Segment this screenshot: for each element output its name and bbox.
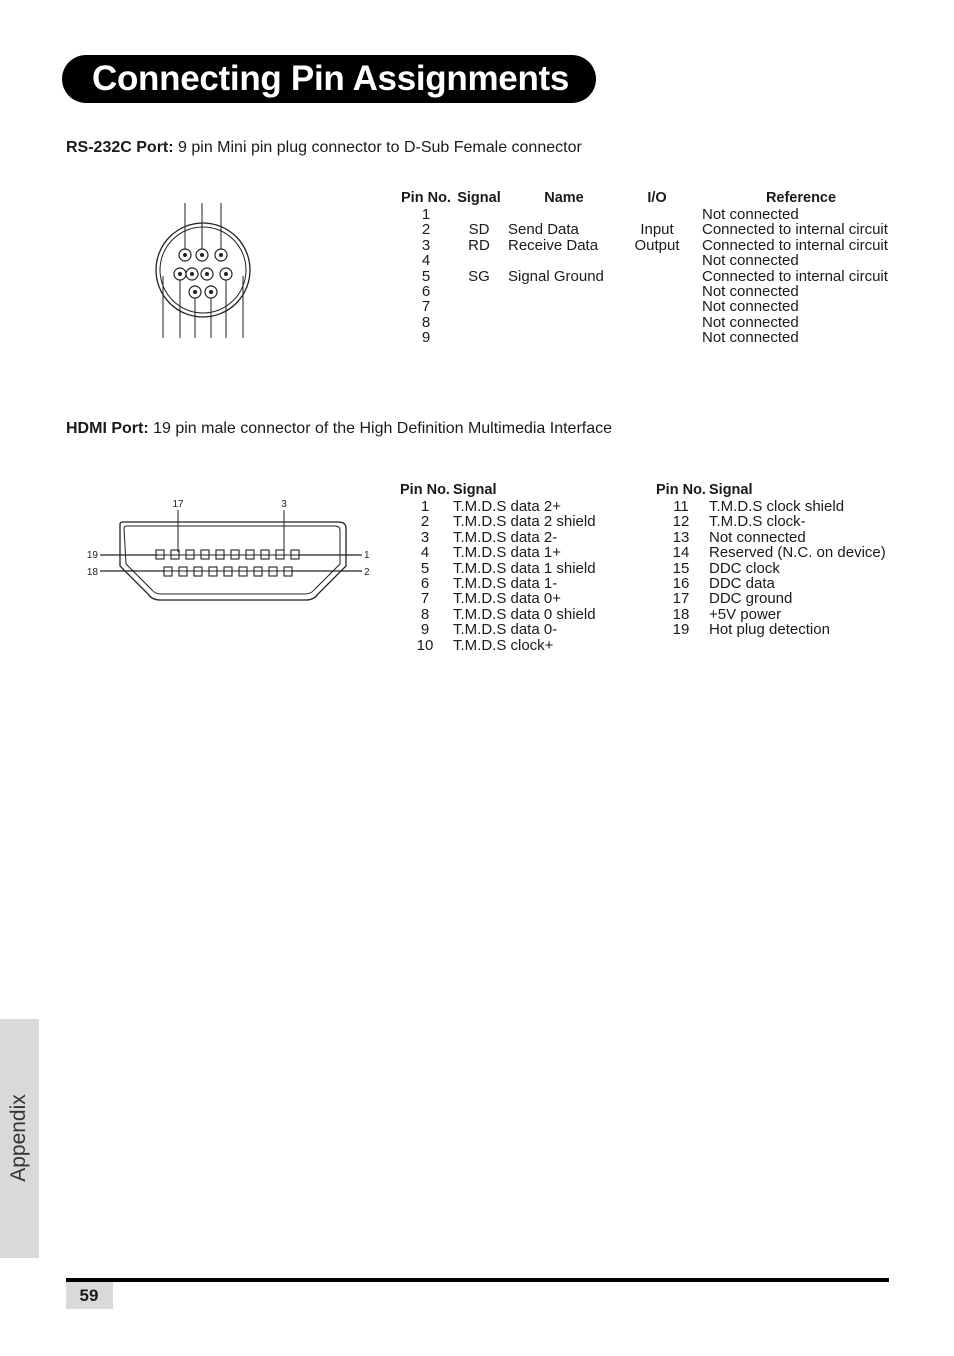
table-row: 14 Reserved (N.C. on device) xyxy=(672,544,886,562)
table-row: 10 T.M.D.S clock+ xyxy=(416,636,554,654)
table-row: 4 Not connected xyxy=(421,252,799,270)
appendix-tab-label: Appendix xyxy=(7,1094,30,1182)
table-row: 7 Not connected xyxy=(421,298,799,316)
page-number: 59 xyxy=(79,1286,99,1305)
table-row: 11 T.M.D.S clock shield xyxy=(673,498,845,515)
table-row: 9 Not connected xyxy=(421,329,799,347)
hdmi-heading-text: 19 pin male connector of the High Definition Multimedia Interface xyxy=(148,420,613,437)
hdmi-pin-table-left xyxy=(398,481,596,653)
footer-rule xyxy=(66,1278,889,1282)
hdmi-pin-table-right xyxy=(654,481,886,638)
hdmi-label-19: 19 xyxy=(86,550,98,561)
table-row: 12 T.M.D.S clock- xyxy=(672,513,806,531)
table-row: 18 +5V power xyxy=(672,605,782,623)
hdmi-label-1: 1 xyxy=(364,550,370,561)
col-io: I/O xyxy=(647,190,667,206)
table-row: 4 T.M.D.S data 1+ xyxy=(420,544,561,562)
table-row: 2 T.M.D.S data 2 shield xyxy=(420,513,596,531)
table-row: 5 T.M.D.S data 1 shield xyxy=(420,559,596,577)
hdmi-connector-diagram xyxy=(82,494,382,606)
col-pin-no: Pin No. xyxy=(400,482,450,498)
table-row: 1 Not connected xyxy=(421,206,799,223)
mini-din-connector-diagram xyxy=(145,198,265,343)
col-pin-no: Pin No. xyxy=(401,190,451,206)
rs232-heading-text: 9 pin Mini pin plug connector to D-Sub Female connector xyxy=(173,139,582,156)
hdmi-outer-shell xyxy=(120,522,346,600)
col-pin-no: Pin No. xyxy=(656,482,706,498)
table-row: 6 T.M.D.S data 1- xyxy=(420,575,558,593)
table-row: 17 DDC ground xyxy=(672,590,793,608)
table-row: 7 T.M.D.S data 0+ xyxy=(420,590,561,608)
table-row: 2 SD Send Data Input Connected to internal circuit xyxy=(421,221,888,239)
hdmi-heading-bold: HDMI Port: xyxy=(66,420,149,437)
table-row: 8 Not connected xyxy=(421,313,799,331)
hdmi-heading xyxy=(66,419,612,439)
hdmi-label-17: 17 xyxy=(172,499,184,510)
hdmi-inner-shell xyxy=(124,526,340,594)
hdmi-label-2: 2 xyxy=(364,567,370,578)
table-row: 19 Hot plug detection xyxy=(672,621,830,639)
col-signal: Signal xyxy=(457,190,501,206)
rs232-pin-table xyxy=(398,189,912,346)
col-signal: Signal xyxy=(453,482,497,498)
rs232-heading xyxy=(66,138,582,158)
rs232-heading-bold: RS-232C Port: xyxy=(66,139,174,156)
table-row: 3 RD Receive Data Output Connected to internal circuit xyxy=(421,236,888,254)
col-reference: Reference xyxy=(765,190,837,206)
table-row: 8 T.M.D.S data 0 shield xyxy=(420,605,596,623)
table-row: 6 Not connected xyxy=(421,283,799,301)
col-name: Name xyxy=(544,190,584,206)
table-row: 13 Not connected xyxy=(672,528,806,546)
page-title: Connecting Pin Assignments xyxy=(92,59,570,98)
table-row: 5 SG Signal Ground Connected to internal circuit xyxy=(421,267,888,285)
table-row: 9 T.M.D.S data 0- xyxy=(420,621,558,639)
table-row: 15 DDC clock xyxy=(672,559,780,577)
col-signal: Signal xyxy=(709,482,753,498)
hdmi-label-3: 3 xyxy=(281,499,287,510)
table-row: 3 T.M.D.S data 2- xyxy=(420,528,558,546)
table-row: 16 DDC data xyxy=(672,575,775,593)
table-row: 1 T.M.D.S data 2+ xyxy=(420,498,561,515)
hdmi-label-18: 18 xyxy=(86,567,98,578)
